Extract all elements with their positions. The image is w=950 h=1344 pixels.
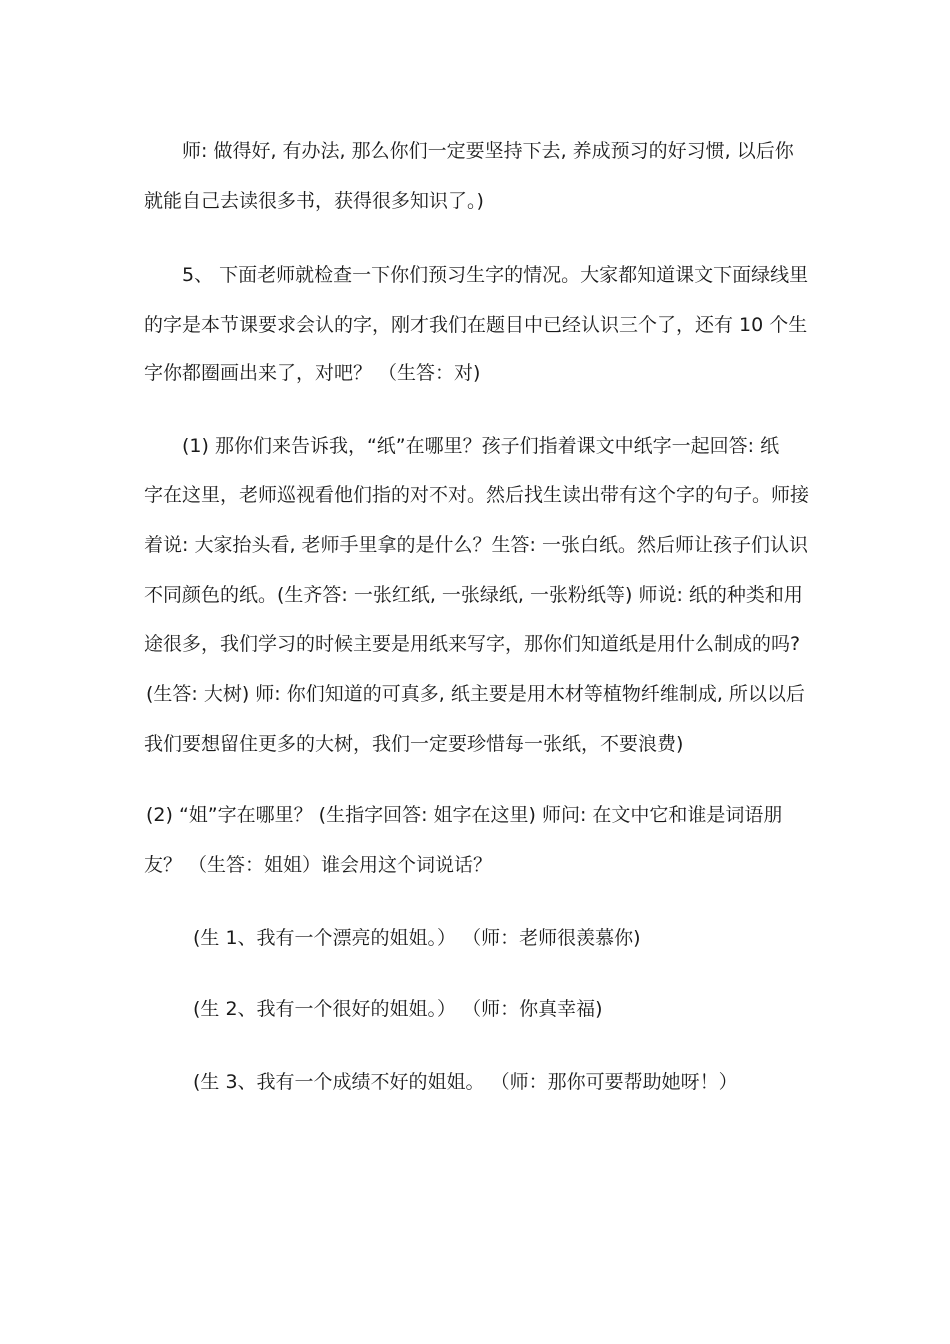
student-answer-1: (生 1、我有一个漂亮的姐姐。） （师：老师很羡慕你)	[193, 927, 641, 949]
paragraph-3-line-1: (1) 那你们来告诉我，“纸”在哪里？孩子们指着课文中纸字一起回答: 纸	[182, 435, 780, 457]
paragraph-3-line-3: 着说: 大家抬头看, 老师手里拿的是什么？生答: 一张白纸。然后师让孩子们认识	[144, 534, 808, 556]
paragraph-3-line-5: 途很多，我们学习的时候主要是用纸来写字，那你们知道纸是用什么制成的吗?	[144, 633, 801, 655]
paragraph-1-line-1: 师: 做得好, 有办法, 那么你们一定要坚持下去, 养成预习的好习惯, 以后你	[182, 140, 794, 162]
paragraph-2-line-3: 字你都圈画出来了，对吧？ （生答：对)	[144, 362, 481, 384]
paragraph-4-line-2: 友？ （生答：姐姐）谁会用这个词说话？	[144, 854, 493, 876]
paragraph-4-line-1: (2) “姐”字在哪里？ (生指字回答: 姐字在这里) 师问: 在文中它和谁是词语朋	[146, 804, 783, 826]
paragraph-1-line-2: 就能自己去读很多书，获得很多知识了。)	[144, 190, 484, 212]
paragraph-3-line-6: (生答: 大树) 师: 你们知道的可真多, 纸主要是用木材等植物纤维制成, 所以以后	[146, 683, 805, 705]
paragraph-2-line-2: 的字是本节课要求会认的字，刚才我们在题目中已经认识三个了，还有 10 个生	[144, 314, 808, 336]
paragraph-2-line-1: 5、 下面老师就检查一下你们预习生字的情况。大家都知道课文下面绿线里	[182, 264, 809, 286]
student-answer-2: (生 2、我有一个很好的姐姐。） （师：你真幸福)	[193, 998, 603, 1020]
paragraph-3-line-4: 不同颜色的纸。(生齐答: 一张红纸, 一张绿纸, 一张粉纸等) 师说: 纸的种类和用	[144, 584, 803, 606]
paragraph-3-line-7: 我们要想留住更多的大树，我们一定要珍惜每一张纸，不要浪费)	[144, 733, 684, 755]
student-answer-3: (生 3、我有一个成绩不好的姐姐。 （师：那你可要帮助她呀！）	[193, 1071, 738, 1093]
paragraph-3-line-2: 字在这里，老师巡视看他们指的对不对。然后找生读出带有这个字的句子。师接	[144, 484, 810, 506]
